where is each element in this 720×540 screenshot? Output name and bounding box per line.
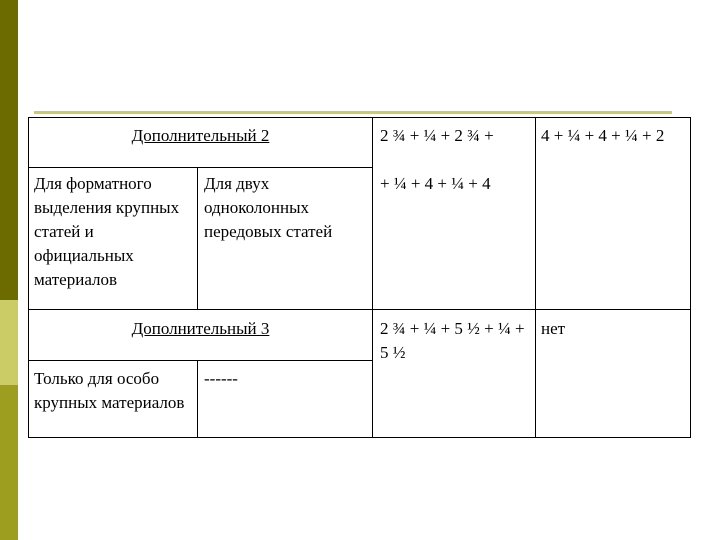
table-cell-especially-large-title: Только для особо крупных материалов — [34, 369, 185, 412]
table-cell-formula-row2-col3: 2 ¾ + ¼ + 5 ½ + ¼ + 5 ½ — [380, 319, 525, 362]
table-border-top — [28, 117, 691, 118]
table-border-right — [690, 117, 691, 438]
title-underline-rule — [34, 111, 672, 114]
left-accent-bar-light — [0, 300, 18, 385]
table-divider-col4 — [535, 117, 536, 438]
additional2-label: Дополнительный 2 — [131, 126, 270, 145]
table-divider-col3 — [372, 117, 373, 438]
table-cell-two-column-title: Для двух одноколонных передовых статей — [204, 174, 333, 241]
table-rule-after-additional3 — [28, 360, 373, 361]
left-accent-bar-mid — [0, 385, 18, 540]
table-divider-col2-lower — [197, 360, 198, 438]
table-border-left — [28, 117, 29, 438]
table-cell-additional3 — [28, 317, 373, 341]
table-cell-formula-row1-col3-cont: + ¼ + 4 + ¼ + 4 — [380, 174, 491, 193]
table-border-bottom — [28, 437, 691, 438]
table-rule-middle — [28, 309, 691, 310]
table-divider-col2-upper — [197, 167, 198, 309]
table-cell-formula-row1-col3: 2 ¾ + ¼ + 2 ¾ + — [380, 126, 494, 145]
additional3-label: Дополнительный 3 — [131, 319, 270, 338]
table-rule-after-additional2 — [28, 167, 373, 168]
table-cell-formula-row2-col4: нет — [541, 319, 566, 338]
table-cell-dash-value: ------ — [204, 369, 238, 388]
table-cell-formatted-title: Для форматного выделения крупных статей и официальных материалов — [34, 174, 180, 289]
table-cell-formula-row1-col4: 4 + ¼ + 4 + ¼ + 2 — [541, 126, 665, 145]
left-accent-bar-dark — [0, 0, 18, 300]
table-cell-additional2 — [28, 124, 373, 148]
